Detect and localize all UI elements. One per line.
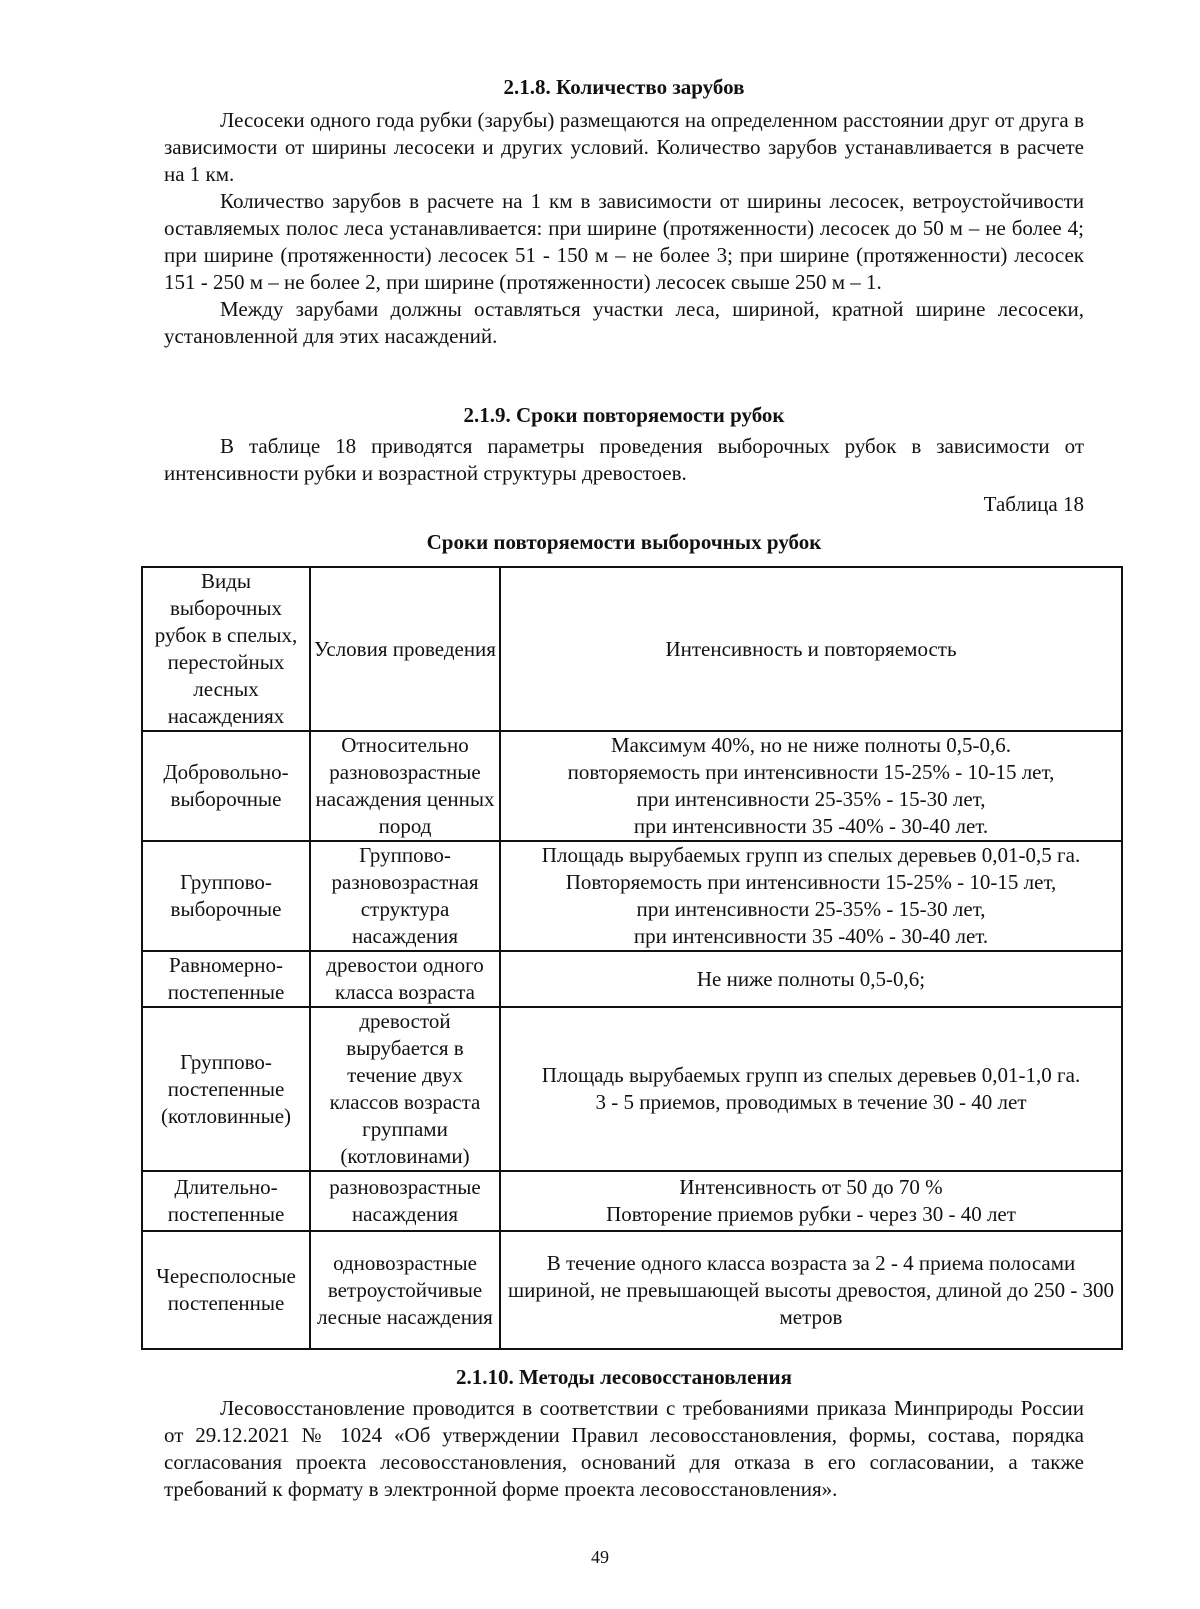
intensity-line: при интенсивности 35 -40% - 30-40 лет.	[633, 814, 989, 838]
cutting-type-cell: Группово-постепенные (котловинные)	[142, 1007, 310, 1171]
intensity-line: Интенсивность от 50 до 70 %	[679, 1175, 943, 1199]
table-label: Таблица 18	[983, 492, 1084, 516]
intensity-line: Максимум 40%, но не ниже полноты 0,5-0,6.	[610, 733, 1012, 757]
column-header: Условия проведения	[310, 567, 500, 731]
intensity-cell	[500, 841, 1122, 951]
conditions-cell: древостой вырубается в течение двух классов возраста группами (котловинами)	[310, 1007, 500, 1171]
intensity-cell	[500, 731, 1122, 841]
paragraph: В таблице 18 приводятся параметры проведения выборочных рубок в зависимости от интенсивности рубки и возрастной структуры древостоев.	[164, 434, 1084, 485]
intensity-line: Площадь вырубаемых групп из спелых деревьев 0,01-0,5 га.	[541, 843, 1081, 867]
intensity-cell	[500, 1007, 1122, 1171]
cutting-type-cell: Добровольно-выборочные	[142, 731, 310, 841]
intensity-line: повторяемость при интенсивности 15-25% - 10-15 лет,	[567, 760, 1055, 784]
page-number: 49	[591, 1547, 609, 1567]
table-row	[142, 1007, 1122, 1171]
table-header-row	[142, 567, 1122, 731]
section-heading: 2.1.9. Сроки повторяемости рубок	[463, 403, 785, 427]
intensity-line: В течение одного класса возраста за 2 - 4 приема полосами шириной, не превышающей высоты древостоя, длиной до 250 - 300 метров	[507, 1250, 1115, 1329]
paragraph: Лесовосстановление проводится в соответствии с требованиями приказа Минприроды России от 29.12.2021 № 1024 «Об утверждении Правил лесовосстановления, формы, состава, порядка согласования проекта лесовосстановления, оснований для отказа в его согласовании, а также требований к формату в электронной форме проекта лесовосстановления».	[164, 1396, 1084, 1501]
intensity-line: при интенсивности 25-35% - 15-30 лет,	[636, 897, 986, 921]
section-2-1-9	[164, 402, 1084, 556]
intensity-line: Повторяемость при интенсивности 15-25% - 10-15 лет,	[565, 870, 1057, 894]
cutting-type-cell: Чересполосные постепенные	[142, 1231, 310, 1349]
column-header: Виды выборочных рубок в спелых, перестойных лесных насаждениях	[142, 567, 310, 731]
intensity-line: при интенсивности 35 -40% - 30-40 лет.	[633, 924, 989, 948]
conditions-cell: Относительно разновозрастные насаждения ценных пород	[310, 731, 500, 841]
section-heading: 2.1.10. Методы лесовосстановления	[456, 1365, 792, 1389]
repeat-cutting-table	[141, 566, 1123, 1350]
intensity-line: 3 - 5 приемов, проводимых в течение 30 - 40 лет	[595, 1090, 1027, 1114]
intensity-cell	[500, 1231, 1122, 1349]
conditions-cell: одновозрастные ветроустойчивые лесные насаждения	[310, 1231, 500, 1349]
intensity-line: Повторение приемов рубки - через 30 - 40 лет	[606, 1202, 1016, 1226]
cutting-type-cell: Группово-выборочные	[142, 841, 310, 951]
section-2-1-8	[164, 74, 1084, 350]
cutting-type-cell: Длительно-постепенные	[142, 1171, 310, 1231]
column-header: Интенсивность и повторяемость	[500, 567, 1122, 731]
paragraph: Лесосеки одного года рубки (зарубы) размещаются на определенном расстоянии друг от друга в зависимости от ширины лесосеки и других условий. Количество зарубов устанавливается в расчете на 1 км.	[164, 108, 1084, 186]
paragraph: Количество зарубов в расчете на 1 км в зависимости от ширины лесосек, ветроустойчивости оставляемых полос леса устанавливается: при ширине (протяженности) лесосек до 50 м – не более 4; при ширине (протяженности) лесосек 51 - 150 м – не более 3; при ширине (протяженности) лесосек 151 - 250 м – не более 2, при ширине (протяженности) лесосек свыше 250 м – 1.	[164, 189, 1084, 294]
section-heading: 2.1.8. Количество зарубов	[503, 75, 745, 99]
conditions-cell: разновозрастные насаждения	[310, 1171, 500, 1231]
intensity-line: при интенсивности 25-35% - 15-30 лет,	[636, 787, 986, 811]
table-row	[142, 841, 1122, 951]
section-2-1-10	[164, 1364, 1084, 1503]
paragraph: Между зарубами должны оставляться участки леса, шириной, кратной ширине лесосеки, установленной для этих насаждений.	[164, 297, 1084, 348]
intensity-cell	[500, 951, 1122, 1007]
intensity-line: Площадь вырубаемых групп из спелых деревьев 0,01-1,0 га.	[541, 1063, 1081, 1087]
conditions-cell: древостои одного класса возраста	[310, 951, 500, 1007]
table-row	[142, 1171, 1122, 1231]
table-row	[142, 731, 1122, 841]
table-title: Сроки повторяемости выборочных рубок	[426, 530, 822, 554]
cutting-type-cell: Равномерно-постепенные	[142, 951, 310, 1007]
intensity-cell	[500, 1171, 1122, 1231]
intensity-line: Не ниже полноты 0,5-0,6;	[696, 966, 926, 991]
table-row	[142, 1231, 1122, 1349]
conditions-cell: Группово-разновозрастная структура насаждения	[310, 841, 500, 951]
table-row	[142, 951, 1122, 1007]
